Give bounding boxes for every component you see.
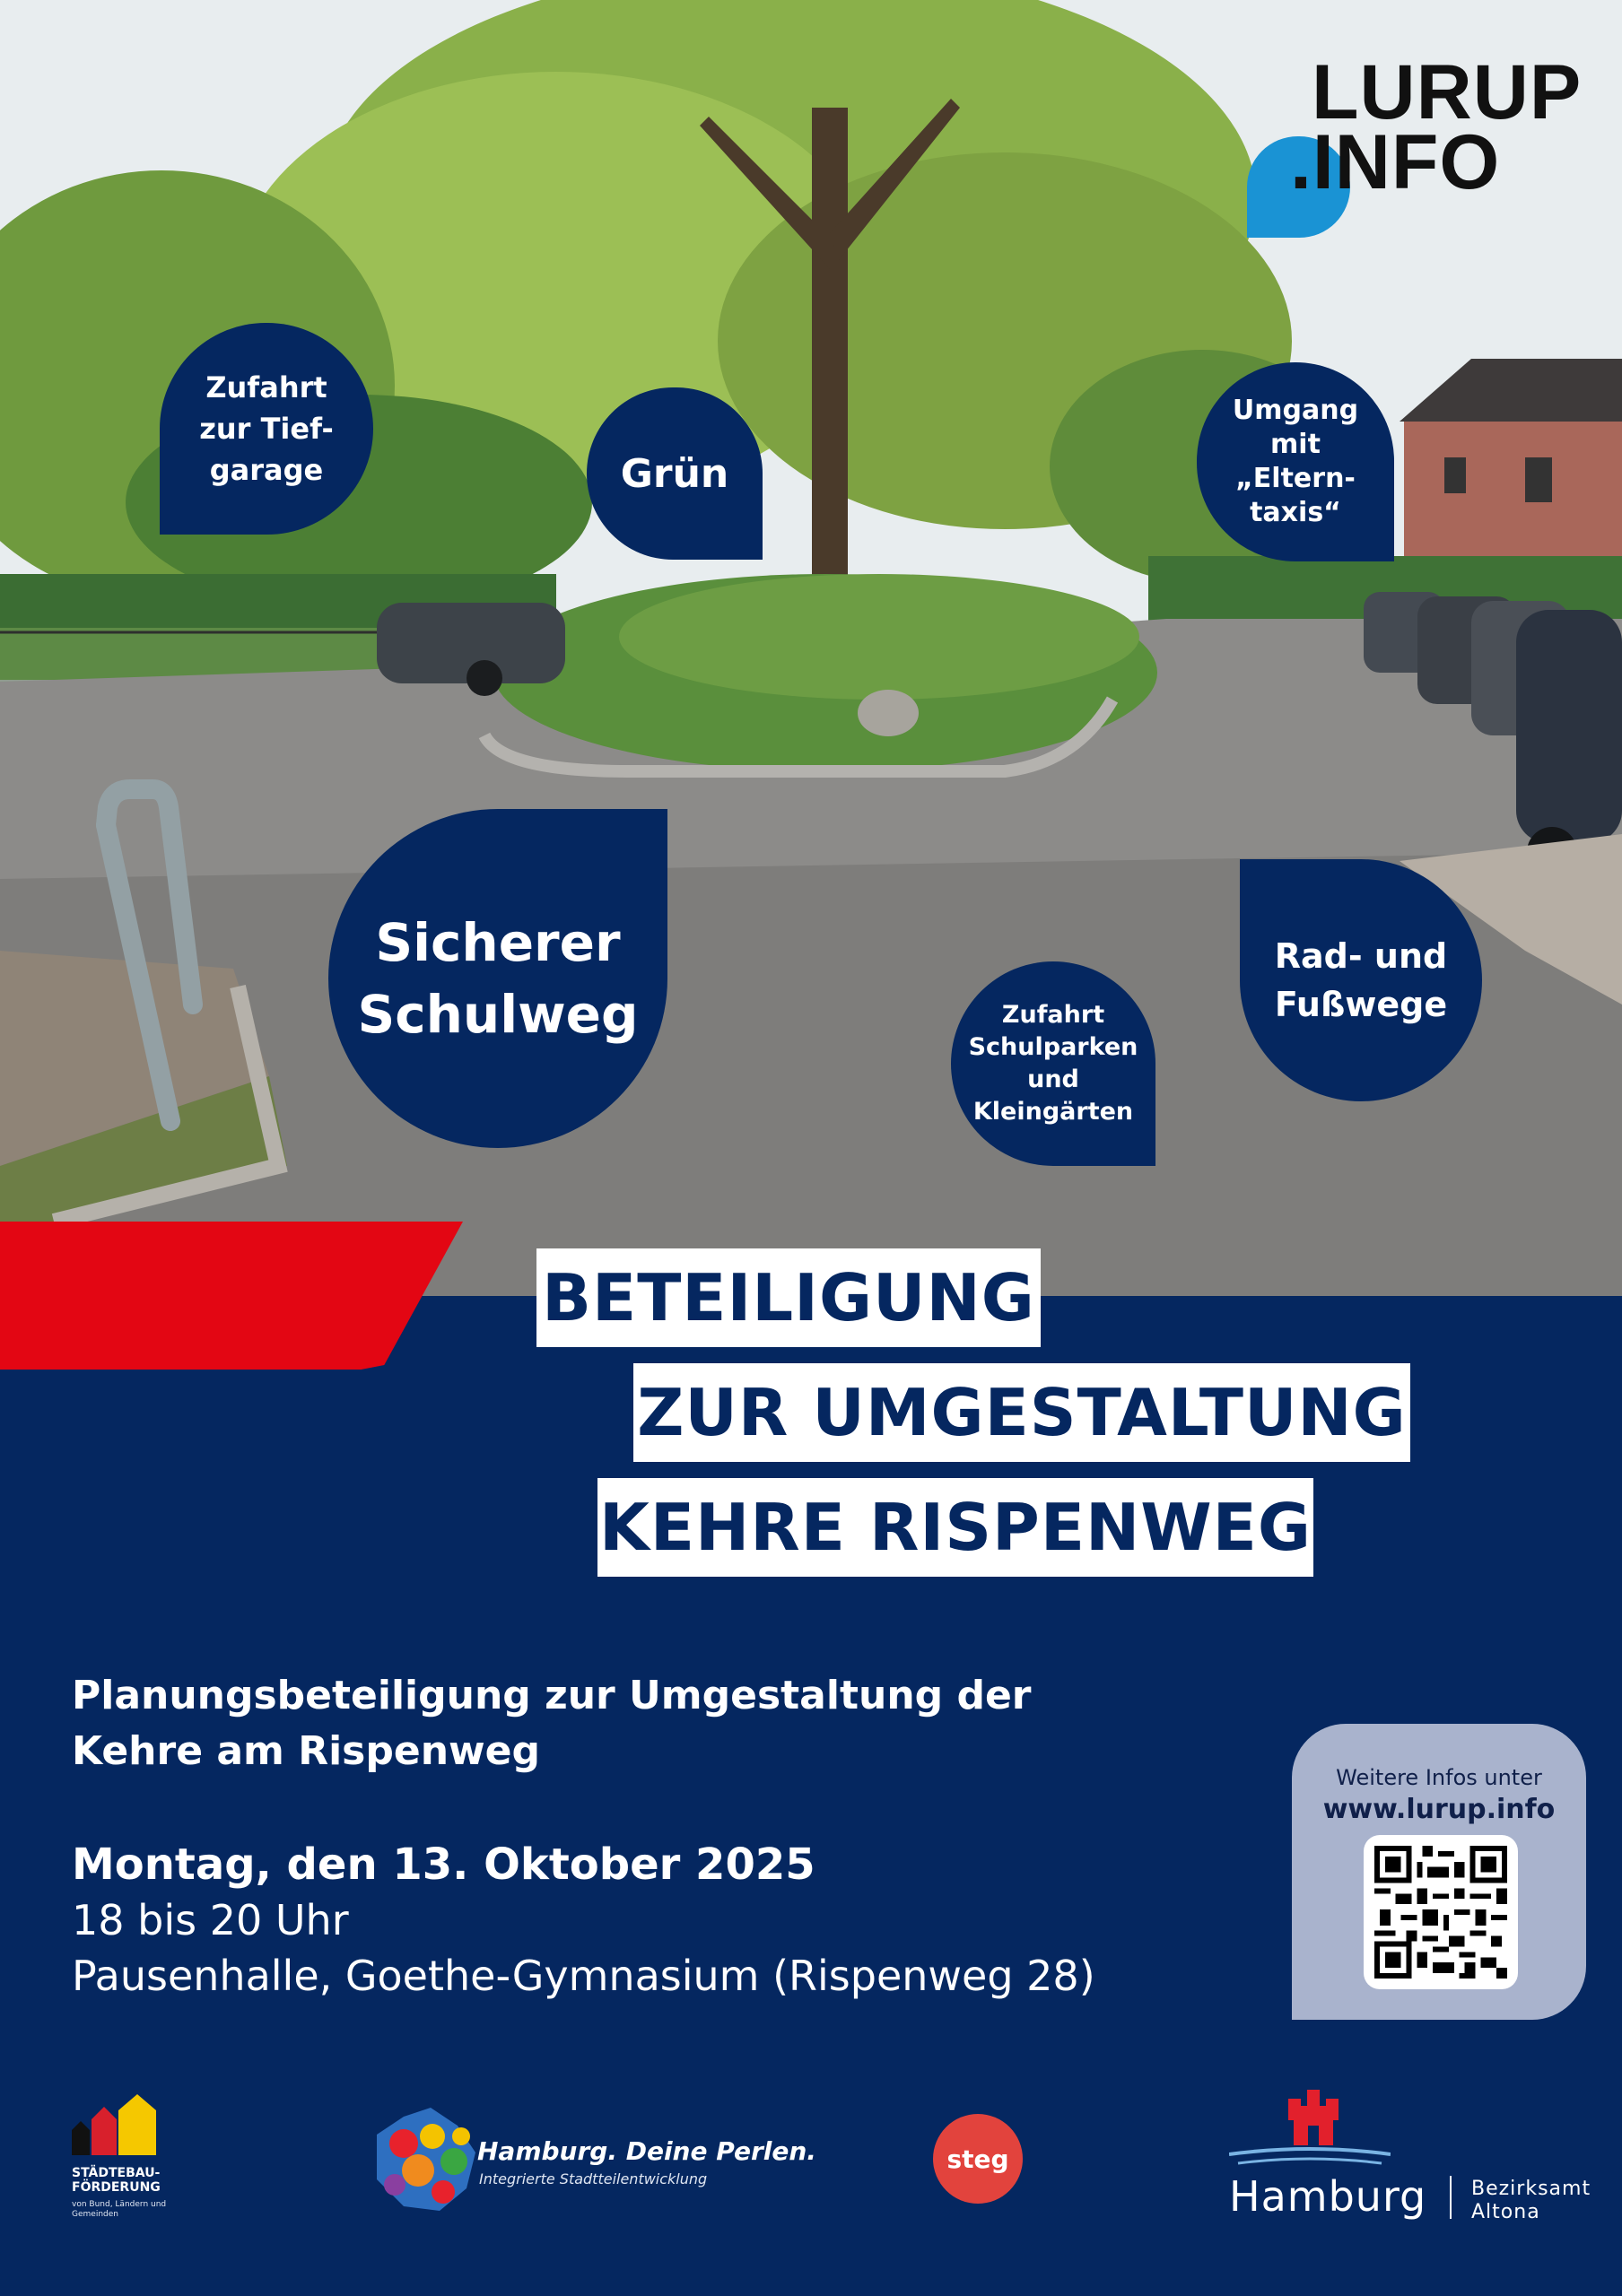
houses-icon	[72, 2094, 170, 2157]
title-text: KEHRE RISPENWEG	[599, 1490, 1312, 1565]
topic-text: Sicherer	[375, 912, 621, 973]
topic-text: Umgang	[1232, 395, 1359, 426]
hamburg-dept-2: Altona	[1471, 2201, 1540, 2223]
topic-text: taxis“	[1250, 497, 1341, 528]
lurup-info-logo	[1247, 49, 1588, 242]
logo-line-2: .INFO	[1290, 119, 1501, 205]
topic-text: Kleingärten	[972, 1098, 1134, 1126]
subtitle	[72, 1668, 1238, 1779]
logo-line-1: LURUP	[1312, 49, 1583, 135]
topic-text: Schulparken	[968, 1033, 1138, 1061]
info-box	[1292, 1724, 1586, 2020]
info-label: Weitere Infos unter	[1336, 1765, 1542, 1790]
topic-text: Zufahrt	[1001, 1001, 1105, 1029]
topic-text: Fußwege	[1274, 985, 1448, 1024]
title-text: BETEILIGUNG	[542, 1260, 1035, 1335]
hamburg-castle-icon	[1229, 2090, 1391, 2170]
topic-text: Rad- und	[1274, 936, 1448, 976]
title-line-2	[633, 1363, 1410, 1462]
event-date: Montag, den 13. Oktober 2025	[72, 1839, 815, 1890]
title-line-3	[597, 1478, 1313, 1577]
steg-text: steg	[946, 2144, 1009, 2174]
steg-logo	[933, 2114, 1023, 2204]
staedtebau-line-2: FÖRDERUNG	[72, 2180, 161, 2195]
hamburg-word: Hamburg	[1229, 2172, 1427, 2221]
staedtebau-line-1: STÄDTEBAU-	[72, 2166, 161, 2180]
hamburg-deine-perlen-logo	[368, 2099, 816, 2224]
subtitle-line-1: Planungsbeteiligung zur Umgestaltung der	[72, 1673, 1032, 1718]
topic-badge-gruen	[587, 387, 763, 560]
topic-text: Zufahrt	[205, 370, 327, 404]
subtitle-line-2: Kehre am Rispenweg	[72, 1728, 541, 1774]
topic-badge-schulweg	[328, 809, 667, 1148]
red-accent-stripe	[0, 1222, 463, 1370]
topic-badge-tiefgarage	[160, 323, 373, 535]
hamburg-dept-1: Bezirksamt	[1471, 2178, 1591, 2200]
topic-text: mit	[1270, 429, 1321, 460]
topic-text: garage	[209, 453, 324, 487]
title-line-1	[536, 1248, 1041, 1347]
staedtebau-small: von Bund, Ländern und Gemeinden	[72, 2200, 167, 2219]
topic-text: und	[1027, 1065, 1079, 1093]
topic-text: Grün	[620, 450, 729, 497]
topic-text: zur Tief-	[199, 412, 334, 446]
topic-text: Schulweg	[357, 984, 639, 1045]
info-url[interactable]: www.lurup.info	[1322, 1794, 1556, 1825]
perlen-map-icon	[368, 2099, 483, 2217]
qr-code-icon[interactable]	[1364, 1835, 1518, 1989]
perlen-subtitle: Integrierte Stadtteilentwicklung	[479, 2170, 708, 2187]
hamburg-bezirksamt-logo	[1229, 2090, 1606, 2224]
staedtebau-text	[72, 2166, 197, 2195]
event-venue: Pausenhalle, Goethe-Gymnasium (Rispenweg 28)	[72, 1952, 1095, 2000]
topic-text: „Eltern-	[1235, 463, 1356, 494]
topic-badge-elterntaxis	[1197, 362, 1394, 561]
staedtebaufoerderung-logo	[72, 2094, 179, 2229]
title-text: ZUR UMGESTALTUNG	[637, 1375, 1407, 1450]
perlen-title: Hamburg. Deine Perlen.	[477, 2136, 816, 2166]
event-time: 18 bis 20 Uhr	[72, 1896, 349, 1944]
hamburg-divider	[1450, 2176, 1452, 2219]
topic-badge-radwege	[1240, 859, 1482, 1101]
topic-badge-schulparken	[951, 961, 1155, 1166]
